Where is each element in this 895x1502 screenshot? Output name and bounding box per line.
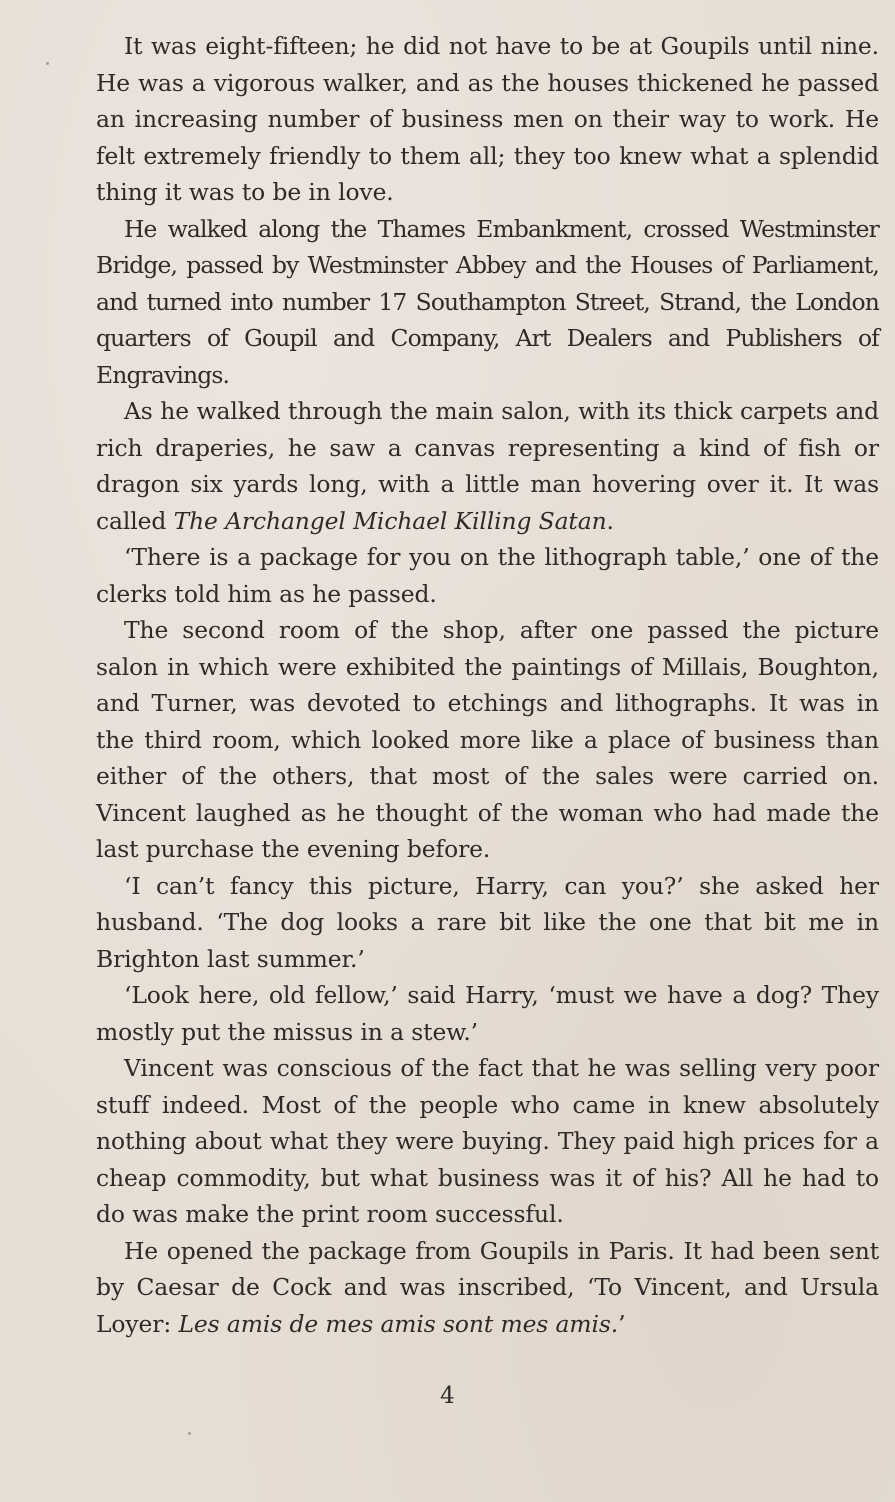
paragraph-5: The second room of the shop, after one passed the picture salon in which were exhibited the paintings of Millais, Boughton, and Turner, was devoted to etchings and lithographs. It was in the third room, which looked more like a place of business than either of the others, that most of the sales were carried on. Vincent laughed as he thought of the woman who had made the last purchase the evening before.: [96, 616, 879, 863]
paragraph-4: ‘There is a package for you on the lithograph table,’ one of the clerks told him as he passed.: [96, 543, 879, 608]
paragraph-8: Vincent was conscious of the fact that he was selling very poor stuff indeed. Most of the people who came in knew absolutely nothing about what they were buying. They paid high prices for a cheap commodity, but what business was it of his? All he had to do was make the print room successful.: [96, 1054, 879, 1228]
painting-title: The Archangel Michael Killing Satan: [173, 506, 607, 535]
paragraph-9: He opened the package from Goupils in Paris. It had been sent by Caesar de Cock and was inscribed, ‘To Vincent, and Ursula Loyer: Les amis de mes amis sont mes amis.’: [96, 1236, 879, 1338]
paragraph-2: He walked along the Thames Embankment, crossed Westminster Bridge, passed by Westminster Abbey and the Houses of Parliament, and turned into number 17 Southampton Street, Strand, the London quarters of Goupil and Company, Art Dealers and Publishers of Engravings.: [96, 214, 879, 389]
paragraph-7: ‘Look here, old fellow,’ said Harry, ‘must we have a dog? They mostly put the missus in a stew.’: [96, 981, 879, 1046]
paper-speck: [46, 62, 49, 65]
paragraph-6: ‘I can’t fancy this picture, Harry, can you?’ she asked her husband. ‘The dog looks a rare bit like the one that bit me in Brighton last summer.’: [96, 871, 879, 973]
paragraph-1: It was eight-fifteen; he did not have to be at Goupils until nine. He was a vigorous walker, and as the houses thickened he passed an increasing number of business men on their way to work. He felt extremely friendly to them all; they too knew what a splendid thing it was to be in love.: [96, 32, 879, 206]
body-text: [96, 28, 879, 1342]
paper-speck: [188, 1432, 191, 1435]
page-number: 4: [440, 1383, 455, 1409]
paragraph-3: As he walked through the main salon, with its thick carpets and rich draperies, he saw a canvas representing a kind of fish or dragon six yards long, with a little man hovering over it. It was called The Archangel Michael Killing Satan.: [96, 397, 879, 535]
inscription-quote: Les amis de mes amis sont mes amis.: [178, 1309, 619, 1338]
